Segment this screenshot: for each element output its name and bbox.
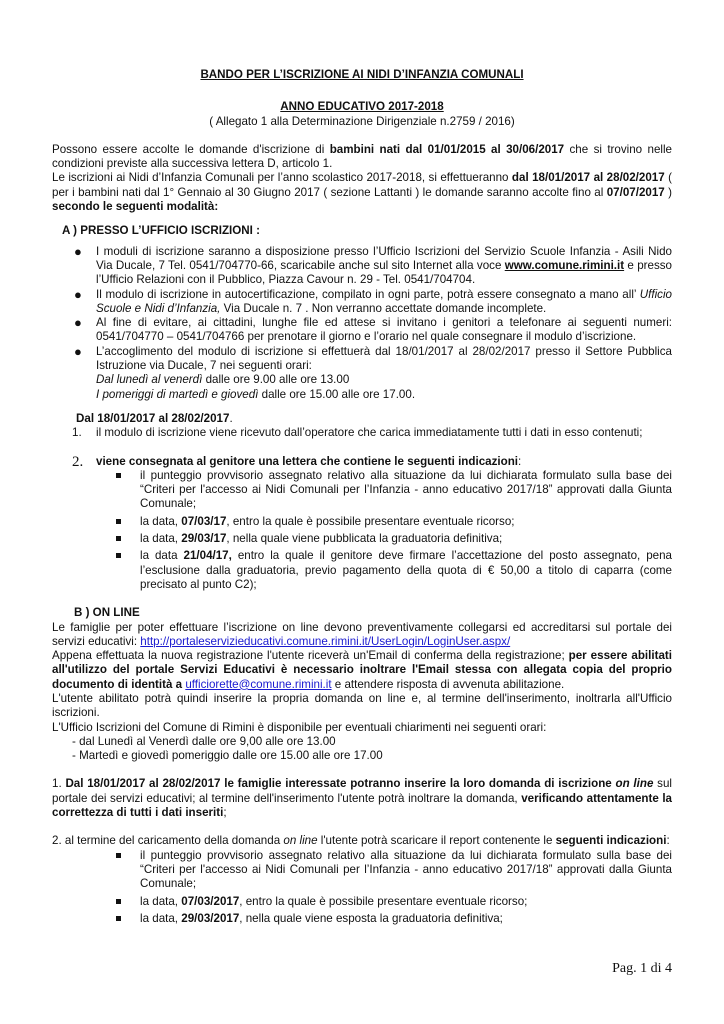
page-number: Pag. 1 di 4 [612,961,672,976]
bullet-icon: ● [74,343,82,359]
numbered-item: 1. il modulo di iscrizione viene ricevuto dall’operatore che carica immediatamente tutti i dati in esso contenuti; [72,426,643,440]
year-title: ANNO EDUCATIVO 2017-2018 [280,100,444,114]
online-paragraph-2: Appena effettuata la nuova registrazione l'utente riceverà un'Email di conferma della registrazione; per essere abilitati all'utilizzo del portale Servizi Educativi è necessario inoltrare l'Email stessa con allegata copia del proprio documento di identità a ufficiorette@comune.rimini.it e attendere risposta di avvenuta abilitazione. [52,649,672,691]
list-item: la data, 07/03/2017, entro la quale è possibile presentare eventuale ricorso; [52,895,672,909]
square-bullet-icon [116,899,121,904]
online-paragraph-4: L'Ufficio Iscrizioni del Comune di Rimini è disponibile per eventuali chiarimenti nei seguenti orari: [52,720,547,734]
list-item: ● Al fine di evitare, ai cittadini, lunghe file ed attese si invitano i genitori a telefonare ai seguenti numeri: 0541/704770 – 0541/704766 per prenotare il giorno e l’orario nel quale consegnare il modulo d’iscrizione. [74,315,672,344]
bullet-icon: ● [74,286,82,302]
square-bullet-icon [116,536,121,541]
document-title: BANDO PER L’ISCRIZIONE AI NIDI D’INFANZIA COMUNALI [200,68,524,81]
online-paragraph-3: L'utente abilitato potrà quindi inserire la propria domanda on line e, al termine dell'inserimento, inoltrarla all'Ufficio iscrizioni. [52,691,672,720]
list-item: la data 21/04/17, entro la quale il genitore deve firmare l’accettazione del posto assegnato, pena l’esclusione dalla graduatoria, previo pagamento della quota di € 50,00 a titolo di caparra (come precisato al punto C2); [52,549,672,592]
list-item: ● L’accoglimento del modulo di iscrizione si effettuerà dal 18/01/2017 al 28/02/2017 presso il Settore Pubblica Istruzione via Ducale, 7 nei seguenti orari: Dal lunedì al venerdì dalle ore 9.00 alle ore 13.00 I pomeriggi di martedì e giovedì dalle ore 15.00 alle ore 17.00. [74,343,672,401]
square-bullet-icon [116,473,121,478]
bullet-icon: ● [74,315,82,331]
email-link[interactable]: ufficiorette@comune.rimini.it [185,677,332,691]
bullet-icon: ● [74,243,82,259]
section-a-heading: A ) PRESSO L’UFFICIO ISCRIZIONI : [62,224,260,238]
online-numbered-item-2: 2. al termine del caricamento della domanda on line l'utente potrà scaricare il report contenente le seguenti indicazioni: [52,834,670,848]
list-item: la data, 07/03/17, entro la quale è possibile presentare eventuale ricorso; [52,515,672,529]
square-bullet-icon [116,853,121,858]
section-b-heading: B ) ON LINE [74,606,140,620]
list-item: ● Il modulo di iscrizione in autocertificazione, compilato in ogni parte, potrà essere consegnato a mano all’ Ufficio Scuole e Nidi d’Infanzia, Via Ducale n. 7 . Non verranno accettate domande incomplete. [74,286,672,315]
square-bullet-icon [116,553,121,558]
document-page [52,64,672,926]
numbered-item: 2. viene consegnata al genitore una lettera che contiene le seguenti indicazioni: [72,453,522,470]
portal-link[interactable]: http://portaleservizieducativi.comune.rimini.it/UserLogin/LoginUser.aspx/ [140,634,511,648]
list-item: la data, 29/03/17, nella quale viene pubblicata la graduatoria definitiva; [52,532,672,546]
square-bullet-icon [116,916,121,921]
intro-paragraph-2: Le iscrizioni ai Nidi d’Infanzia Comunali per l’anno scolastico 2017-2018, si effettueranno dal 18/01/2017 al 28/02/2017 ( per i bambini nati dal 1° Gennaio al 30 Giugno 2017 ( sezione Lattanti ) le domande saranno accolte fino al 07/07/2017 ) secondo le seguenti modalità: [52,171,672,214]
list-item: il punteggio provvisorio assegnato relativo alla situazione da lui dichiarata formulato sulla base dei “Criteri per l'accesso ai Nidi Comunali per l’Infanzia - anno educativo 2017/18” approvati dalla Giunta Comunale; [52,469,672,512]
square-bullet-icon [116,519,121,524]
online-numbered-item-1: 1. Dal 18/01/2017 al 28/02/2017 le famiglie interessate potranno inserire la loro domanda di iscrizione on line sul portale dei servizi educativi; al termine dell'inserimento l'utente potrà inoltrare la domanda, verificando attentamente la correttezza di tutti i dati inseriti; [52,777,673,820]
website-link[interactable]: www.comune.rimini.it [504,258,625,272]
subtitle: ( Allegato 1 alla Determinazione Dirigenziale n.2759 / 2016) [209,114,515,128]
online-paragraph-1: Le famiglie per poter effettuare l’iscrizione on line devono preventivamente collegarsi ed accreditarsi sul portale dei servizi educativi: http://portaleservizieducativi.comune.rimini.it/UserLogin/LoginUser.aspx/ [52,620,672,648]
hours-line: - Martedì e giovedì pomeriggio dalle ore 15.00 alle ore 17.00 [72,749,383,763]
list-item: ● I moduli di iscrizione saranno a disposizione presso l’Ufficio Iscrizioni del Servizio Scuole Infanzia - Asili Nido Via Ducale, 7 Tel. 0541/704770-66, scaricabile anche sul sito Internet alla voce www.comune.rimini.it e presso l’Ufficio Relazioni con il Pubblico, Piazza Cavour n. 29 - Tel. 0541/704704. [74,243,672,287]
intro-paragraph-1: Possono essere accolte le domande d'iscrizione di bambini nati dal 01/01/2015 al 30/06/2017 che si trovino nelle condizioni previste alla successiva lettera D, articolo 1. [52,142,673,171]
list-item: il punteggio provvisorio assegnato relativo alla situazione da lui dichiarata formulato sulla base dei “Criteri per l'accesso ai Nidi Comunali per l’Infanzia - anno educativo 2017/18” approvati dalla Giunta Comunale; [52,849,672,892]
period-heading: Dal 18/01/2017 al 28/02/2017. [76,411,233,425]
list-item: la data, 29/03/2017, nella quale viene esposta la graduatoria definitiva; [52,912,672,926]
hours-line: - dal Lunedì al Venerdì dalle ore 9,00 alle ore 13.00 [72,734,336,748]
